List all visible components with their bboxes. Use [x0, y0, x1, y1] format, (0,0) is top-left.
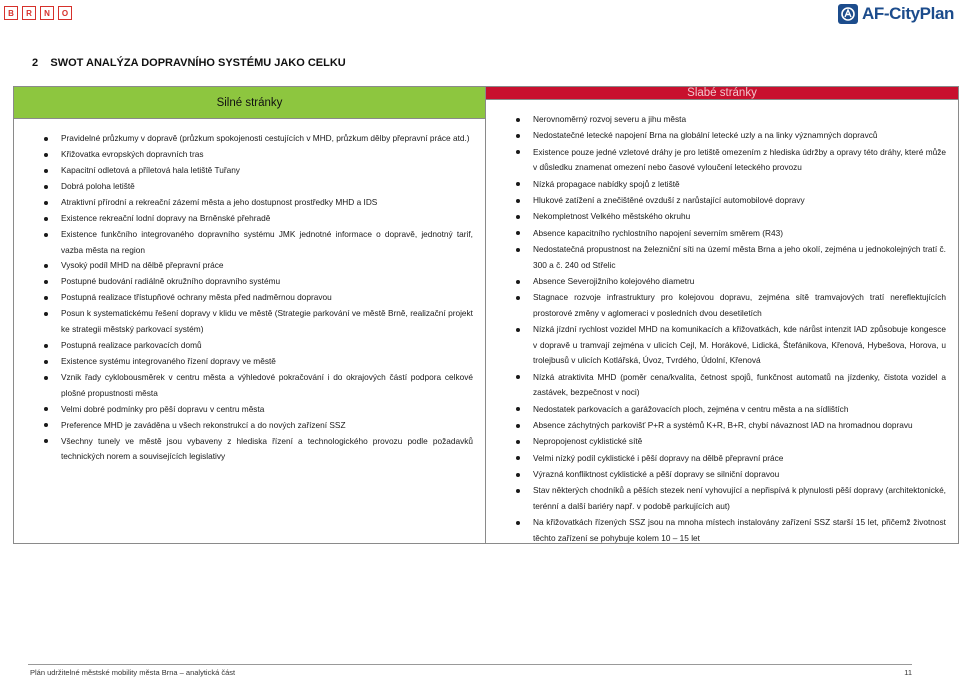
weakness-item: Nízká jízdní rychlost vozidel MHD na komunikacích a křižovatkách, kde nárůst intenzit IAD způsobuje kongesce v dopravě u tramvají zejména v ulicích Cejl, M. Horákové, Lidická, Štefánikova, Křenová, Hybešova, Horova, u trolejbusů v ulicích Kotlářská, Úvoz, Tvrdého, Údolní, Křenová	[533, 322, 946, 369]
footer-divider	[28, 664, 912, 665]
strength-item: Existence funkčního integrovaného dopravního systému JMK jednotné informace o dopravě, jednotný tarif, vazba města na region	[61, 227, 473, 258]
weakness-item: Na křižovatkách řízených SSZ jsou na mnoha místech instalovány zařízení SSZ starší 15 let, přičemž životnost těchto zařízení se pohybuje kolem 10 – 15 let	[533, 515, 946, 546]
weakness-item: Existence pouze jedné vzletové dráhy je pro letiště omezením z hlediska údržby a opravy této dráhy, které může v důsledku znamenat omezení nebo časové vyloučení leteckého provozu	[533, 145, 946, 176]
strength-item: Preference MHD je zaváděna u všech rekonstrukcí a do nových zařízení SSZ	[61, 418, 473, 434]
strength-item: Postupná realizace třístupňové ochrany města před nadměrnou dopravou	[61, 290, 473, 306]
strength-item: Vznik řady cyklobousměrek v centru města a výhledové pokračování i do okrajových částí podpora celkové plošné propustnosti města	[61, 370, 473, 401]
strengths-list	[14, 119, 485, 465]
weakness-item: Nepropojenost cyklistické sítě	[533, 434, 946, 450]
weakness-item: Absence záchytných parkovišť P+R a systémů K+R, B+R, chybí návaznost IAD na hromadnou dopravu	[533, 418, 946, 434]
strength-item: Kapacitní odletová a příletová hala letiště Tuřany	[61, 163, 473, 179]
weakness-item: Stagnace rozvoje infrastruktury pro kolejovou dopravu, zejména sítě tramvajových tratí nereflektujících prostorové změny v aglomeraci v posledních dvou desetiletích	[533, 290, 946, 321]
weakness-item: Nerovnoměrný rozvoj severu a jihu města	[533, 112, 946, 128]
weakness-item: Výrazná konfliktnost cyklistické a pěší dopravy se silniční dopravou	[533, 467, 946, 483]
brno-logo	[4, 6, 72, 20]
weakness-item: Nedostatečné letecké napojení Brna na globální letecké uzly a na linky významných dopravců	[533, 128, 946, 144]
weakness-item: Nízká atraktivita MHD (poměr cena/kvalita, četnost spojů, funkčnost automatů na jízdenky, čistota vozidel a zastávek, bezpečnost v noci)	[533, 370, 946, 401]
section-title: SWOT ANALÝZA DOPRAVNÍHO SYSTÉMU JAKO CELKU	[50, 57, 346, 69]
section-heading	[32, 57, 346, 69]
weakness-item: Velmi nízký podíl cyklistické i pěší dopravy na dělbě přepravní práce	[533, 451, 946, 467]
weaknesses-heading: Slabé stránky	[486, 87, 958, 100]
weakness-item: Hlukové zatížení a znečištěné ovzduší z narůstající automobilové dopravy	[533, 193, 946, 209]
af-cityplan-logo	[838, 4, 954, 24]
strength-item: Všechny tunely ve městě jsou vybaveny z hlediska řízení a technologického provozu podle požadavků technických norem a souvisejících legislativy	[61, 434, 473, 465]
strength-item: Dobrá poloha letiště	[61, 179, 473, 195]
weakness-item: Absence kapacitního rychlostního napojení severním směrem (R43)	[533, 226, 946, 242]
section-number: 2	[32, 57, 39, 69]
weakness-item: Nekompletnost Velkého městského okruhu	[533, 209, 946, 225]
strengths-heading: Silné stránky	[14, 87, 485, 119]
weakness-item: Stav některých chodníků a pěších stezek není vyhovující a nepřispívá k plynulosti pěší dopravy (architektonické, terénní a další bariéry např. v podobě parkujících aut)	[533, 483, 946, 514]
weaknesses-list	[486, 100, 958, 547]
brno-logo-letter: B	[4, 6, 18, 20]
weakness-item: Nedostatek parkovacích a garážovacích ploch, zejména v centru města a na sídlištích	[533, 402, 946, 418]
strength-item: Vysoký podíl MHD na dělbě přepravní práce	[61, 258, 473, 274]
footer-title: Plán udržitelné městské mobility města Brna – analytická část	[30, 668, 236, 677]
brno-logo-letter: O	[58, 6, 72, 20]
strength-item: Existence systému integrovaného řízení dopravy ve městě	[61, 354, 473, 370]
af-logo-mark-icon	[838, 4, 858, 24]
weakness-item: Nedostatečná propustnost na železniční síti na území města Brna a jeho okolí, zejména u jednokolejných tratí č. 300 a č. 240 od Střelic	[533, 242, 946, 273]
weaknesses-column	[486, 87, 958, 543]
strength-item: Pravidelné průzkumy v dopravě (průzkum spokojenosti cestujících v MHD, průzkum dělby přepravní práce atd.)	[61, 131, 473, 147]
weakness-item: Nízká propagace nabídky spojů z letiště	[533, 177, 946, 193]
strength-item: Atraktivní přírodní a rekreační zázemí města a jeho dostupnost prostředky MHD a IDS	[61, 195, 473, 211]
brno-logo-letter: R	[22, 6, 36, 20]
page-number: 11	[904, 668, 912, 677]
strength-item: Velmi dobré podmínky pro pěší dopravu v centru města	[61, 402, 473, 418]
brno-logo-letter: N	[40, 6, 54, 20]
strength-item: Křižovatka evropských dopravních tras	[61, 147, 473, 163]
af-logo-text: AF-CityPlan	[862, 4, 954, 23]
weakness-item: Absence Severojižního kolejového diametru	[533, 274, 946, 290]
strength-item: Existence rekreační lodní dopravy na Brněnské přehradě	[61, 211, 473, 227]
strengths-column	[14, 87, 486, 543]
strength-item: Posun k systematickému řešení dopravy v klidu ve městě (Strategie parkování ve městě Brně, realizační projekt ke strategii městský parkovací systém)	[61, 306, 473, 337]
strength-item: Postupná realizace parkovacích domů	[61, 338, 473, 354]
swot-table	[13, 86, 959, 544]
strength-item: Postupné budování radiálně okružního dopravního systému	[61, 274, 473, 290]
